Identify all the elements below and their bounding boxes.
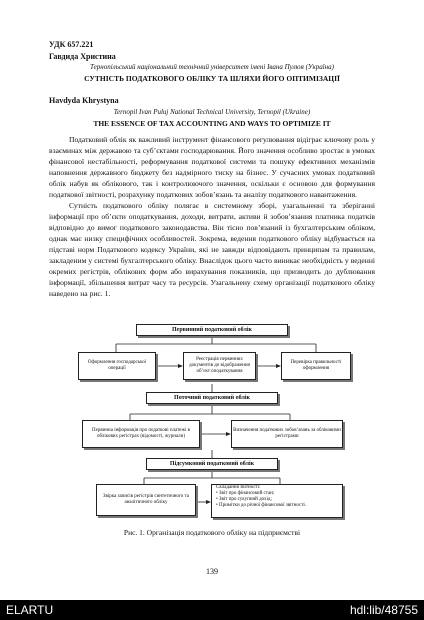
udc-code: УДК 657.221 — [49, 40, 94, 49]
box-primary-tax-info: Первинна інформація про податкові платежі в облікових регістрах (відомості, журнали) — [82, 420, 200, 448]
reporting-title: Складання звітності: — [216, 485, 261, 490]
stage-final-accounting: Підсумковий податковий облік — [146, 458, 278, 470]
box-document-registration: Реєстрація первинних документів до відображення об’єкт оподаткування — [183, 352, 256, 380]
reporting-item: • Примітки до річної фінансової звітності. — [216, 503, 307, 508]
paragraph-2: Сутність податкового обліку полягає в системному зборі, узагальненні та зберіганні інформації про об’єкти оподаткування, доходи, витрати, активи й зобов’язання платника податків відповідно до вимог податкового законодавства. Він тісно пов’язаний із бухгалтерським обліком, однак має низку специфічних особливостей. Зокрема, ведення податкового обліку відбувається на підставі норм Податкового кодексу України, які не завжди відповідають принципам та правилам, закладеним у системі бухгалтерського обліку. Внаслідок цього часто виникає необхідність у веденні окремих регістрів, облікових форм або вирахування показників, що призводить до дублювання інформації, збільшення витрат часу та ресурсів. Узагальнену схему організації податкового обліку наведено на рис. 1. — [49, 201, 375, 298]
author-en: Havdyda Khrystyna — [49, 96, 119, 105]
title-ua: СУТНІСТЬ ПОДАТКОВОГО ОБЛІКУ ТА ШЛЯХИ ЙОГО ОПТИМІЗАЦІЇ — [84, 74, 340, 83]
footer-handle: hdl:lib/48755 — [349, 603, 418, 617]
box-correctness-check: Перевірка правильності оформлення — [281, 352, 351, 380]
paragraph-1: Податковий облік як важливий інструмент фінансового регулювання відіграє ключову роль у взаєминах між державою та суб’єктами господарювання. Його значення особливо зростає в умовах фінансової нестабільності, реформування податкової системи та пошуку ефективних механізмів наповнення державного бюджету без надмірного тиску на бізнес. У сучасних умовах податковий облік набув як облікового, так і контролюючого значення, оскільки є основою для формування податкової звітності, розрахунку податкових зобов’язань та аналізу податкового навантаження. — [49, 135, 375, 199]
author-ua: Гавдида Христина — [49, 52, 116, 61]
reporting-item: • Звіт про сукупний дохід; — [216, 497, 272, 502]
title-en: THE ESSENCE OF TAX ACCOUNTING AND WAYS TO OPTIMIZE IT — [93, 119, 331, 128]
stage-primary-accounting: Первинний податковий облік — [136, 324, 288, 336]
box-tax-liabilities: Визначення податкових зобов’язань за обліковими регістрами — [231, 420, 343, 448]
figure-caption: Рис. 1. Організація податкового обліку на підприємстві — [123, 528, 301, 537]
affiliation-en: Ternopil Ivan Puluj National Technical University, Ternopil (Ukraine) — [113, 108, 311, 116]
reporting-item: • Звіт про фінансовий стан; — [216, 491, 275, 496]
stage-current-accounting: Поточний податковий облік — [146, 392, 278, 404]
body-text — [49, 134, 375, 299]
affiliation-ua: Тернопільський національний технічний університет імені Івана Пулюя (Україна) — [90, 63, 334, 71]
box-business-operation: Оформлення господарської операції — [78, 352, 156, 380]
box-register-reconciliation: Звірка записів регістрів синтетичного та аналітичного обліку — [96, 484, 196, 516]
footer-repository-name: ELARTU — [6, 603, 54, 617]
box-reporting — [211, 484, 343, 518]
tax-accounting-diagram — [60, 322, 364, 522]
page-number: 139 — [206, 567, 218, 576]
repository-footer — [0, 600, 424, 620]
